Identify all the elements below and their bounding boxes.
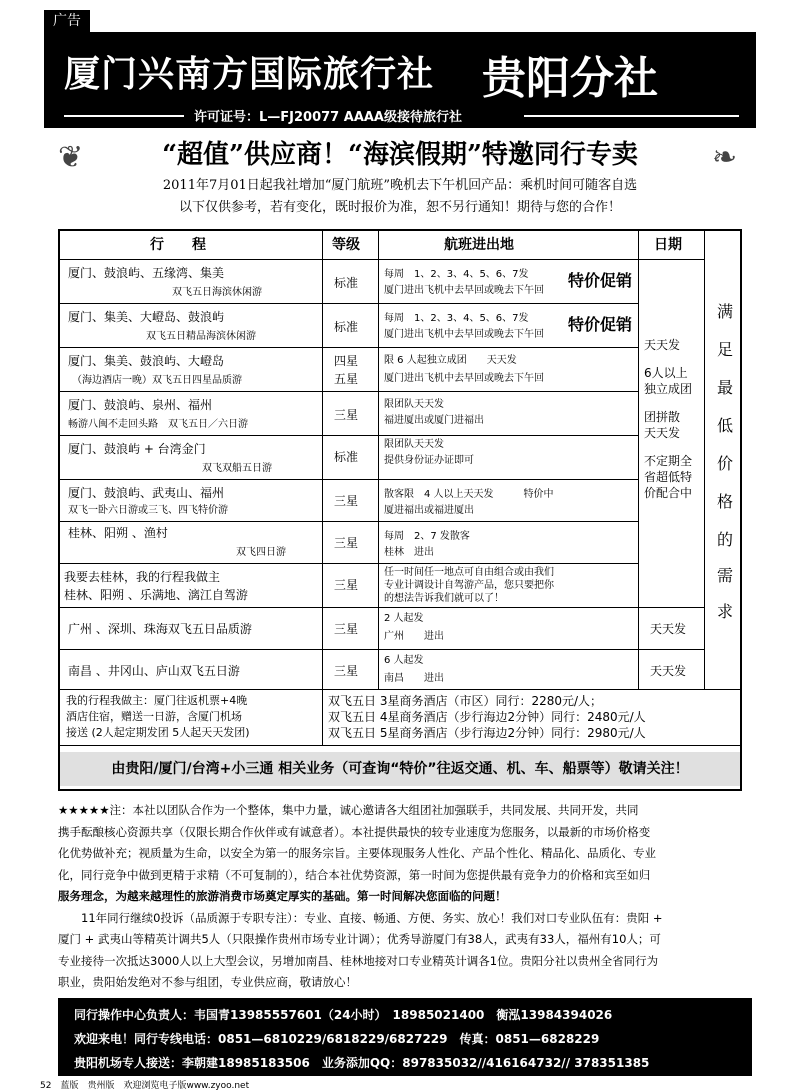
route-desc: 双飞一卧六日游或三飞、四飞特价游 <box>68 505 228 516</box>
flight-info: 厦门进出飞机中去早回或晚去下午回 <box>384 329 544 340</box>
company-name: 厦门兴南方国际旅行社 <box>64 54 435 95</box>
side-text: 低 <box>716 416 733 435</box>
hotel-price: 双飞五日 3星商务酒店（市区）同行：2280元/人； <box>328 694 603 708</box>
contact-line: 同行操作中心负责人：韦国青13985557601（24小时） 18985021400 衡泓13984394026 <box>74 1008 613 1022</box>
divider <box>524 115 739 117</box>
grid-line <box>60 347 638 348</box>
side-text: 格 <box>716 492 733 511</box>
departure-date: 天天发 <box>650 622 687 636</box>
subline-1: 2011年7月01日起我社增加“厦门航班”晚机去下午机回产品：乘机时间可随客自选 <box>162 178 638 193</box>
flight-info: 2 人起发 <box>384 613 424 624</box>
note-line: 11年同行继续0投诉（品质源于专职专注）：专业、直接、畅通、方便、务实、放心！我们对口专业队伍有：贵阳 + <box>58 910 663 925</box>
date-note: 天天发 <box>644 426 681 440</box>
flight-info: 福进厦出或厦门进福出 <box>384 415 484 426</box>
flight-info: 每周 2、7 发散客 <box>384 531 470 542</box>
contact-footer <box>58 998 752 1076</box>
contact-line: 贵阳机场专人接送：李朝建18985183506 业务添加QQ：897835032//416164732// 378351385 <box>74 1056 650 1070</box>
grade: 三星 <box>334 622 359 636</box>
diy-text: 我的行程我做主：厦门往返机票+4晚 <box>66 694 248 707</box>
license-number: 许可证号：L—FJ20077 AAAA级接待旅行社 <box>194 110 462 125</box>
grade: 四星 <box>334 354 359 368</box>
date-note: 6人以上 <box>644 366 688 380</box>
route-desc: 双飞五日精品海滨休闲游 <box>146 331 256 342</box>
side-text: 最 <box>716 378 733 397</box>
grade: 三星 <box>334 536 359 550</box>
route-name: 桂林、阳朔 、渔村 <box>68 526 168 540</box>
note-line: 化，同行竞争中做到更精于求精（不可复制的），结合本社优势资源，第一时间为您提供最有竞争力的价格和宾至如归 <box>58 867 651 882</box>
ornament-left-icon: ❦ <box>58 140 84 175</box>
grid-line <box>322 689 323 745</box>
flight-info: 每周 1、2、3、4、5、6、7发 <box>384 313 529 324</box>
flight-info: 厦门进出飞机中去早回或晚去下午回 <box>384 285 544 296</box>
flight-info: 提供身份证办证即可 <box>384 455 474 466</box>
date-note: 省超低特 <box>644 470 693 484</box>
side-text: 需 <box>716 566 733 585</box>
grid-line <box>60 649 704 650</box>
side-text: 足 <box>716 340 733 359</box>
date-note: 团拼散 <box>644 410 681 424</box>
note-line: 化优势做补充；视质量为生命，以安全为第一的服务宗旨。主要体现服务人性化、产品个性化、精品化、品质化、专业 <box>58 846 656 860</box>
branch-name: 贵阳分社 <box>482 53 658 104</box>
contact-line: 欢迎来电！同行专线电话：0851—6810229/6818229/6827229 传真：0851—6828229 <box>74 1032 600 1046</box>
diy-text: 接送 (2人起定期发团 5人起天天发团) <box>66 726 250 739</box>
headline: “超值”供应商！“海滨假期”特邀同行专卖 <box>162 140 638 170</box>
grade: 标准 <box>334 450 359 464</box>
grid-line <box>60 303 638 304</box>
header-grade: 等级 <box>332 237 360 253</box>
flight-info: 广州 进出 <box>384 631 444 642</box>
grid-line <box>60 563 638 564</box>
note-line: ★★★★★注：本社以团队合作为一个整体，集中力量，诚心邀请各大组团社加强联手，共同发展、共同开发，共同 <box>58 803 639 817</box>
special-offer-badge: 特价促销 <box>568 315 633 334</box>
flight-info: 限团队天天发 <box>384 439 444 450</box>
date-note: 价配合中 <box>644 486 693 500</box>
side-text: 的 <box>716 530 733 549</box>
header-flight: 航班进出地 <box>444 237 514 253</box>
departure-date: 天天发 <box>650 664 687 678</box>
grade: 三星 <box>334 578 359 592</box>
route-name: 南昌 、井冈山、庐山双飞五日游 <box>68 664 240 678</box>
flight-info: 厦门进出飞机中去早回或晚去下午回 <box>384 373 544 384</box>
note-line: 专业接待一次抵达3000人以上大型会议，另增加南昌、桂林地接对口专业精英计调各1位。贵阳分社以贵州全省同行为 <box>58 953 659 968</box>
flight-info: 南昌 进出 <box>384 673 444 684</box>
flight-info: 专业计调设计自驾游产品，您只要把你 <box>384 580 554 591</box>
grid-line <box>60 391 638 392</box>
flight-info: 限 6 人起独立成团 天天发 <box>384 355 517 366</box>
special-offer-badge: 特价促销 <box>568 271 633 290</box>
grid-line <box>60 689 740 690</box>
promo-banner: 由贵阳/厦门/台湾+小三通 相关业务（可查询“特价”往返交通、机、车、船票等）敬请关注！ <box>60 752 740 786</box>
diy-text: 酒店住宿，赠送一日游，含厦门机场 <box>66 710 242 723</box>
flight-info: 厦进福出或福进厦出 <box>384 505 474 516</box>
grade: 五星 <box>334 372 359 386</box>
grid-line <box>60 521 638 522</box>
route-desc: 双飞五日海滨休闲游 <box>172 287 262 298</box>
header-route: 行 程 <box>150 237 206 253</box>
route-desc: 桂林、阳朔 、乐满地、漓江自驾游 <box>64 588 248 602</box>
flight-info: 的想法告诉我们就可以了！ <box>384 593 504 604</box>
grade: 三星 <box>334 494 359 508</box>
page-footer: 52 蓝版 贵州版 欢迎浏览电子版www.zyoo.net <box>40 1081 250 1091</box>
flight-info: 桂林 进出 <box>384 547 434 558</box>
grid-line <box>60 607 704 608</box>
route-name: 厦门、鼓浪屿、五缘湾、集美 <box>68 266 225 280</box>
grid-line <box>60 259 704 260</box>
side-text: 求 <box>716 602 733 621</box>
subline-2: 以下仅供参考，若有变化，既时报价为准，恕不另行通知！期待与您的合作！ <box>178 200 621 215</box>
header-banner <box>44 32 756 128</box>
divider <box>64 115 184 117</box>
notes-section <box>58 800 742 994</box>
ad-tag: 广告 <box>44 10 90 32</box>
route-desc: （海边酒店一晚）双飞五日四星品质游 <box>72 375 242 386</box>
grid-line <box>60 479 638 480</box>
grid-line <box>60 435 638 436</box>
route-table <box>58 229 742 791</box>
flight-info: 限团队天天发 <box>384 399 444 410</box>
route-name: 厦门、鼓浪屿 + 台湾金门 <box>68 442 206 456</box>
note-line: 厦门 + 武夷山等精英计调共5人（只限操作贵州市场专业计调）；优秀导游厦门有38人，武夷有33人，福州有10人；可 <box>58 932 661 946</box>
flight-info: 任一时间任一地点可自由组合或由我们 <box>384 567 554 578</box>
flight-info: 每周 1、2、3、4、5、6、7发 <box>384 269 529 280</box>
route-name: 厦门、集美、大嶝岛、鼓浪屿 <box>68 310 225 324</box>
route-name: 厦门、鼓浪屿、武夷山、福州 <box>68 486 225 500</box>
route-name: 广州 、深圳、珠海双飞五日品质游 <box>68 622 252 636</box>
header-date: 日期 <box>654 237 682 253</box>
side-text: 价 <box>716 454 733 473</box>
flight-info: 散客限 4 人以上天天发 特价中 <box>384 489 554 500</box>
grid-line <box>378 231 379 689</box>
route-desc: 畅游八闽不走回头路 双飞五日／六日游 <box>68 419 248 430</box>
grid-line <box>638 231 639 689</box>
date-note: 不定期全 <box>644 454 693 468</box>
grid-line <box>322 231 323 689</box>
route-name: 厦门、鼓浪屿、泉州、福州 <box>68 398 213 412</box>
grid-line <box>60 745 740 746</box>
route-name: 厦门、集美、鼓浪屿、大嶝岛 <box>68 354 225 368</box>
grade: 标准 <box>334 276 359 290</box>
ornament-right-icon: ❧ <box>712 140 738 175</box>
grade: 三星 <box>334 664 359 678</box>
grid-line <box>704 231 705 689</box>
note-line: 职业，贵阳始发绝对不参与组团，专业供应商，敬请放心！ <box>58 975 357 989</box>
grade: 标准 <box>334 320 359 334</box>
date-note: 天天发 <box>644 338 681 352</box>
hotel-price: 双飞五日 5星商务酒店（步行海边2分钟）同行：2980元/人 <box>328 726 646 740</box>
hotel-price: 双飞五日 4星商务酒店（步行海边2分钟）同行：2480元/人 <box>328 710 646 724</box>
route-desc: 双飞双船五日游 <box>202 463 272 474</box>
route-desc: 双飞四日游 <box>236 547 286 558</box>
flight-info: 6 人起发 <box>384 655 424 666</box>
route-name: 我要去桂林，我的行程我做主 <box>64 570 221 584</box>
grade: 三星 <box>334 408 359 422</box>
note-line: 服务理念，为越来越理性的旅游消费市场奠定厚实的基础。第一时间解决您面临的问题！ <box>58 889 507 903</box>
date-note: 独立成团 <box>644 382 693 396</box>
side-text: 满 <box>716 302 733 321</box>
note-line: 携手酝酿核心资源共享（仅限长期合作伙伴或有诚意者）。本社提供最快的较专业速度为您服务，以最新的市场价格变 <box>58 824 651 839</box>
